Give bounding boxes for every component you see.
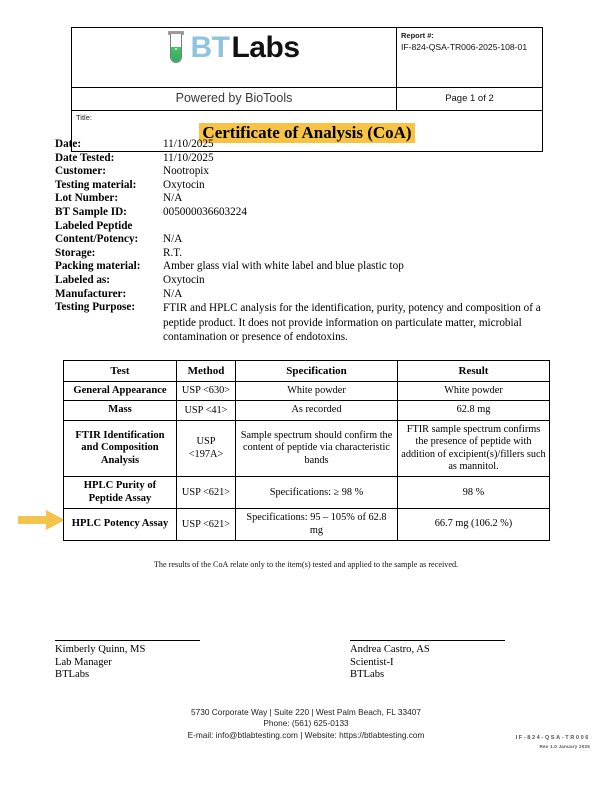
cell-result: White powder xyxy=(398,382,550,401)
signature-line xyxy=(350,640,505,641)
detail-label: BT Sample ID: xyxy=(55,205,127,218)
page-indicator-cell xyxy=(397,88,543,111)
cell-specification: Sample spectrum should confirm the content of peptide via characteristic bands xyxy=(236,420,398,477)
detail-row xyxy=(55,247,560,261)
table-row xyxy=(64,382,550,401)
brand-primary-text: BT xyxy=(190,31,230,64)
detail-row xyxy=(55,260,560,274)
title-field-label: Title: xyxy=(76,113,92,122)
cell-method: USP <621> xyxy=(177,509,236,541)
sample-details-list xyxy=(55,138,560,344)
results-table-wrap xyxy=(63,360,549,541)
detail-value: Oxytocin xyxy=(163,273,205,286)
table-row xyxy=(64,509,550,541)
detail-value: N/A xyxy=(163,233,183,246)
detail-value: Nootropix xyxy=(163,165,209,178)
detail-label: Date Tested: xyxy=(55,151,115,164)
page-indicator: Page 1 of 2 xyxy=(445,93,494,104)
signature-role: Lab Manager xyxy=(55,656,112,668)
document-revision: Rev 1.0 January 2025 xyxy=(539,744,590,749)
detail-label: Labeled Peptide xyxy=(55,219,133,232)
detail-value: Oxytocin xyxy=(163,178,205,191)
detail-label: Storage: xyxy=(55,246,96,259)
page-title-text: Certificate of Analysis (CoA) xyxy=(199,123,414,143)
document-code: IF-824-QSA-TR006 xyxy=(515,735,590,741)
report-number-cell xyxy=(397,28,543,88)
detail-label: Testing Purpose: xyxy=(55,301,136,314)
detail-value: N/A xyxy=(163,192,183,205)
cell-method: USP <197A> xyxy=(177,420,236,477)
document-reference xyxy=(430,735,590,749)
detail-row xyxy=(55,206,560,220)
cell-test: Mass xyxy=(64,401,177,420)
signature-name: Andrea Castro, AS xyxy=(350,644,430,655)
signature-org: BTLabs xyxy=(55,669,90,681)
document-header xyxy=(71,27,542,152)
cell-method: USP <630> xyxy=(177,382,236,401)
detail-label: Manufacturer: xyxy=(55,287,127,300)
signature-block xyxy=(55,640,560,682)
detail-row xyxy=(55,233,560,247)
detail-row xyxy=(55,192,560,206)
detail-label: Content/Potency: xyxy=(55,233,139,246)
detail-label: Labeled as: xyxy=(55,273,111,286)
detail-label: Testing material: xyxy=(55,178,137,191)
detail-row xyxy=(55,179,560,193)
cell-specification: White powder xyxy=(236,382,398,401)
column-header: Method xyxy=(177,361,236,382)
signature-role: Scientist-I xyxy=(350,656,394,668)
detail-row xyxy=(55,288,560,302)
test-tube-icon xyxy=(168,31,185,65)
cell-test: HPLC Potency Assay xyxy=(64,509,177,541)
detail-value: FTIR and HPLC analysis for the identification, purity, potency and composition of a peptide product. It does not provide information on particulate matter, microbial contamination or presence of endotoxins. xyxy=(163,302,541,343)
cell-result: 98 % xyxy=(398,477,550,509)
footer-phone: Phone: (561) 625-0133 xyxy=(263,718,349,729)
brand-logo xyxy=(72,31,396,65)
detail-row xyxy=(55,165,560,179)
cell-method: USP <621> xyxy=(177,477,236,509)
detail-row xyxy=(55,152,560,166)
annotation-arrow-icon xyxy=(18,510,66,530)
report-number-value: IF-824-QSA-TR006-2025-108-01 xyxy=(401,42,528,52)
table-row xyxy=(64,420,550,477)
results-disclaimer: The results of the CoA relate only to the item(s) tested and applied to the sample as received. xyxy=(153,560,459,569)
detail-value: 005000036603224 xyxy=(163,205,247,218)
cell-test: General Appearance xyxy=(64,382,177,401)
detail-value: 11/10/2025 xyxy=(163,151,214,164)
detail-value: Amber glass vial with white label and blue plastic top xyxy=(163,260,404,273)
cell-result: 62.8 mg xyxy=(398,401,550,420)
table-row xyxy=(64,477,550,509)
detail-label: Date: xyxy=(55,138,82,150)
cell-specification: As recorded xyxy=(236,401,398,420)
table-row xyxy=(64,401,550,420)
signature-name: Kimberly Quinn, MS xyxy=(55,644,146,655)
cell-result: FTIR sample spectrum confirms the presence of peptide with addition of excipient(s)/fillers such as mannitol. xyxy=(398,420,550,477)
report-number-label: Report #: xyxy=(401,31,434,40)
brand-tagline: Powered by BioTools xyxy=(175,91,293,105)
detail-label: Packing material: xyxy=(55,260,141,273)
signature-right xyxy=(350,640,560,682)
tagline-cell xyxy=(72,88,397,111)
column-header: Test xyxy=(64,361,177,382)
detail-row xyxy=(55,138,560,152)
cell-test: HPLC Purity of Peptide Assay xyxy=(64,477,177,509)
cell-specification: Specifications: ≥ 98 % xyxy=(236,477,398,509)
results-table xyxy=(63,360,550,541)
footer-contact: E-mail: info@btlabtesting.com | Website: https://btlabtesting.com xyxy=(187,729,425,740)
footer-address: 5730 Corporate Way | Suite 220 | West Palm Beach, FL 33407 xyxy=(191,707,421,717)
signature-line xyxy=(55,640,200,641)
table-header-row xyxy=(64,361,550,382)
signature-org: BTLabs xyxy=(350,669,385,681)
logo-cell xyxy=(72,28,397,88)
detail-row xyxy=(55,274,560,288)
brand-secondary-text: Labs xyxy=(231,31,300,64)
cell-method: USP <41> xyxy=(177,401,236,420)
column-header: Specification xyxy=(236,361,398,382)
header-table xyxy=(71,27,543,152)
results-table-body xyxy=(64,382,550,541)
detail-row xyxy=(55,301,560,344)
cell-specification: Specifications: 95 – 105% of 62.8 mg xyxy=(236,509,398,541)
detail-label: Customer: xyxy=(55,165,106,178)
cell-result: 66.7 mg (106.2 %) xyxy=(398,509,550,541)
detail-value: 11/10/2025 xyxy=(163,138,214,150)
column-header: Result xyxy=(398,361,550,382)
detail-value: R.T. xyxy=(163,246,183,259)
cell-test: FTIR Identification and Composition Analysis xyxy=(64,420,177,477)
detail-label: Lot Number: xyxy=(55,192,119,205)
signature-left xyxy=(55,640,265,682)
detail-row xyxy=(55,220,560,234)
detail-value: N/A xyxy=(163,287,183,300)
